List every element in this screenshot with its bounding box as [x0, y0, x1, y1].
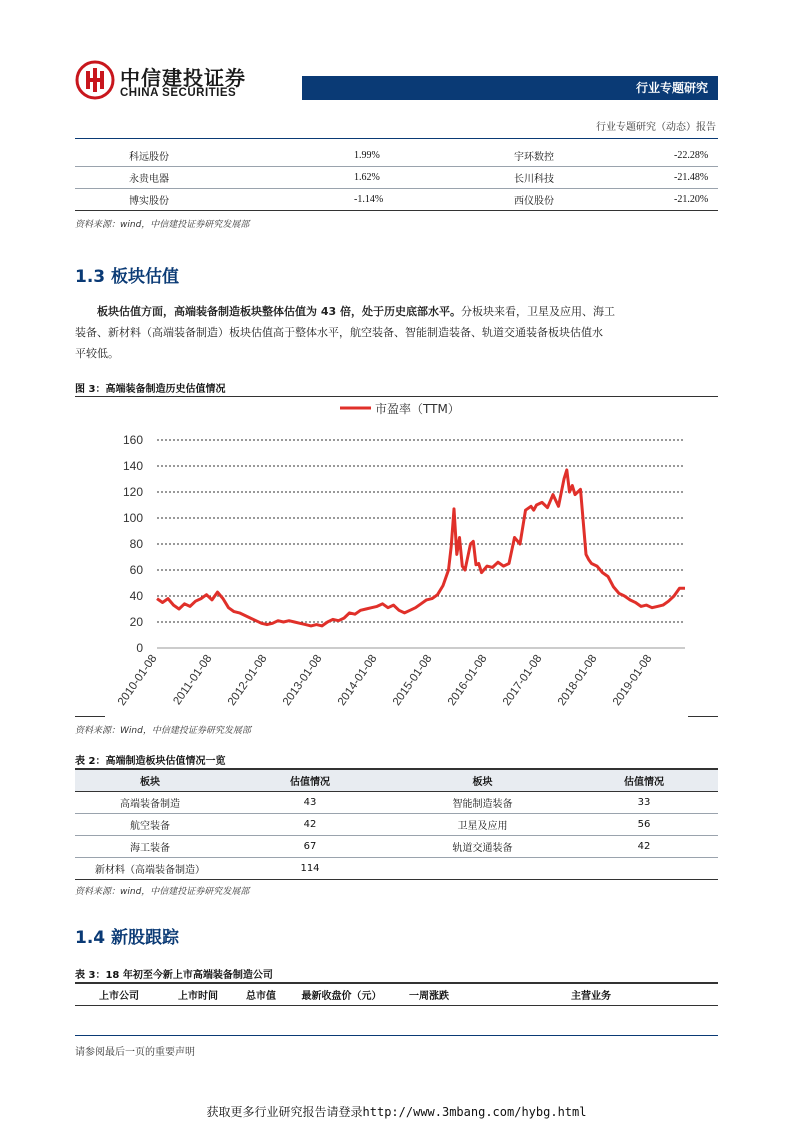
table-cell: 长川科技 [514, 167, 674, 189]
figure-bottom-rule-left [75, 716, 105, 717]
table-cell [395, 858, 570, 880]
table-cell [570, 858, 718, 880]
table-cell: 卫星及应用 [395, 814, 570, 836]
table-header-row [75, 984, 718, 1006]
table-row [75, 814, 718, 836]
table-cell: 永贵电器 [75, 167, 284, 189]
table-header: 上市时间 [163, 984, 233, 1006]
table-cell: 114 [225, 858, 395, 880]
y-tick-label: 100 [122, 511, 143, 525]
x-tick-label: 2012-01-08 [225, 652, 270, 708]
paragraph-line: 装备、新材料（高端装备制造）板块估值高于整体水平，航空装备、智能制造装备、轨道交通装备板块估值水 [75, 326, 603, 339]
y-tick-label: 20 [129, 615, 143, 629]
y-tick-label: 80 [129, 537, 143, 551]
table-cell: -21.20% [674, 189, 718, 211]
x-tick-label: 2011-01-08 [171, 652, 215, 708]
chart-legend [340, 401, 460, 416]
table-cell: 海工装备 [75, 836, 225, 858]
table-header: 主营业务 [464, 984, 718, 1006]
table3-title: 表 3：18 年初至今新上市高端装备制造公司 [75, 970, 273, 981]
table-cell: 56 [570, 814, 718, 836]
table-cell: -21.48% [674, 167, 718, 189]
table-cell: 博实股份 [75, 189, 284, 211]
x-tick-label: 2016-01-08 [445, 652, 490, 708]
footer-rule [75, 1035, 718, 1036]
bottom-promo-link[interactable]: 获取更多行业研究报告请登录http://www.3mbang.com/hybg.html [206, 1105, 587, 1119]
figure-source: 资料来源：Wind，中信建投证券研究发展部 [75, 726, 251, 736]
table-row [75, 836, 718, 858]
table-cell: -22.28% [674, 145, 718, 167]
logo-emblem-icon [75, 60, 115, 100]
x-tick-label: 2018-01-08 [555, 652, 600, 708]
table-cell: 高端装备制造 [75, 792, 225, 814]
table-cell: 科远股份 [75, 145, 284, 167]
table-header: 估值情况 [225, 770, 395, 792]
y-tick-label: 140 [122, 459, 143, 473]
table-row [75, 145, 718, 167]
figure-title: 图 3：高端装备制造历史估值情况 [75, 384, 226, 395]
figure-bottom-rule-right [688, 716, 718, 717]
table-cell: 新材料（高端装备制造） [75, 858, 225, 880]
table-header: 板块 [75, 770, 225, 792]
figure-title-rule [75, 396, 718, 397]
table-cell: -1.14% [284, 189, 514, 211]
table-cell: 轨道交通装备 [395, 836, 570, 858]
table2-title: 表 2：高端制造板块估值情况一览 [75, 756, 226, 767]
table-cell: 67 [225, 836, 395, 858]
x-tick-label: 2019-01-08 [610, 652, 655, 708]
y-tick-label: 120 [122, 485, 143, 499]
section-paragraph [75, 301, 720, 364]
header-rule [75, 138, 718, 139]
table-header: 估值情况 [570, 770, 718, 792]
table-header-row [75, 770, 718, 792]
table-cell: 33 [570, 792, 718, 814]
table-cell: 42 [225, 814, 395, 836]
table-header: 上市公司 [75, 984, 163, 1006]
table-cell: 航空装备 [75, 814, 225, 836]
pe-line-chart [75, 398, 718, 716]
legend-label: 市盈率（TTM） [375, 402, 460, 416]
paragraph-line: 平较低。 [75, 347, 119, 360]
paragraph-bold: 板块估值方面，高端装备制造板块整体估值为 43 倍，处于历史底部水平。 [97, 305, 461, 318]
paragraph-rest: 分板块来看，卫星及应用、海工 [460, 305, 615, 318]
table-cell: 智能制造装备 [395, 792, 570, 814]
company-logo [75, 60, 115, 100]
table-header: 板块 [395, 770, 570, 792]
y-tick-label: 0 [136, 641, 143, 655]
table-row [75, 792, 718, 814]
top-table-source: 资料来源：wind，中信建投证券研究发展部 [75, 220, 250, 230]
table-row [75, 189, 718, 211]
table-cell: 1.62% [284, 167, 514, 189]
table-cell: 42 [570, 836, 718, 858]
table-header: 总市值 [233, 984, 289, 1006]
table-header: 最新收盘价（元） [289, 984, 394, 1006]
table2 [75, 770, 718, 880]
table2-source: 资料来源：wind，中信建投证券研究发展部 [75, 887, 250, 897]
y-tick-label: 60 [129, 563, 143, 577]
footer-notice: 请参阅最后一页的重要声明 [75, 1047, 195, 1058]
x-tick-label: 2017-01-08 [500, 652, 545, 708]
x-tick-label: 2013-01-08 [280, 652, 325, 708]
header-banner: 行业专题研究 [302, 76, 718, 100]
x-tick-label: 2010-01-08 [115, 652, 160, 708]
table-row [75, 167, 718, 189]
table-header: 一周涨跌 [394, 984, 464, 1006]
table3 [75, 984, 718, 1006]
table-cell: 1.99% [284, 145, 514, 167]
section-heading-1-3: 1.3 板块估值 [75, 267, 180, 287]
table-cell: 宇环数控 [514, 145, 674, 167]
table-cell: 43 [225, 792, 395, 814]
logo-en: CHINA SECURITIES [120, 87, 237, 99]
table-row [75, 858, 718, 880]
y-tick-label: 40 [129, 589, 143, 603]
y-tick-label: 160 [122, 433, 143, 447]
x-tick-label: 2015-01-08 [390, 652, 435, 708]
section-heading-1-4: 1.4 新股跟踪 [75, 928, 180, 948]
header-subtitle: 行业专题研究（动态）报告 [596, 122, 716, 133]
logo-cn: 中信建投证券 [120, 66, 246, 90]
top-table [75, 145, 718, 211]
series-line-pe [157, 470, 685, 626]
x-tick-label: 2014-01-08 [335, 652, 380, 708]
table-cell: 西仪股份 [514, 189, 674, 211]
